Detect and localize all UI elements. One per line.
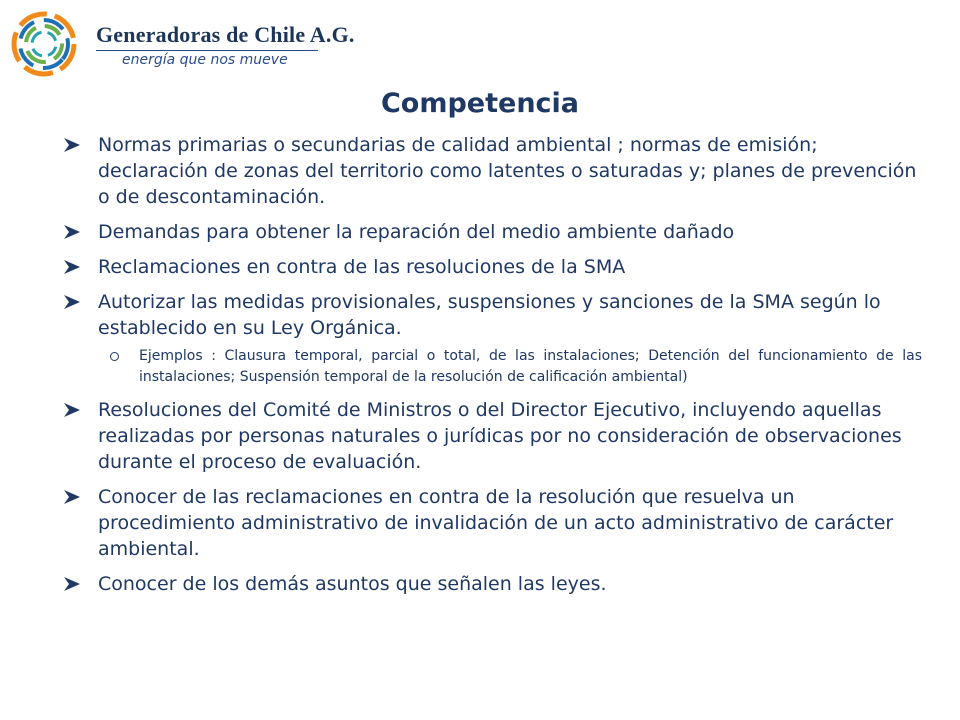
bullet-text: Demandas para obtener la reparación del medio ambiente dañado [98, 221, 735, 243]
bullet-text: Conocer de las reclamaciones en contra de la resolución que resuelva un procedimiento administrativo de invalidación de un acto administrativo de carácter ambiental. [98, 486, 894, 560]
circle-bullet-icon [110, 352, 119, 361]
arrow-bullet-icon [62, 289, 84, 315]
bullet-item [62, 397, 922, 475]
arrow-bullet-icon [62, 219, 84, 245]
bullet-item [62, 132, 922, 210]
bullet-item [62, 254, 922, 280]
arrow-bullet-icon [62, 254, 84, 280]
bullet-text: Normas primarias o secundarias de calidad ambiental ; normas de emisión; declaración de zonas del territorio como latentes o saturadas y; planes de prevención o de descontaminación. [98, 134, 917, 208]
generadoras-logo-icon [6, 6, 82, 82]
arrow-bullet-icon [62, 397, 84, 423]
bullet-item [62, 219, 922, 245]
sub-bullet-item [62, 346, 922, 388]
bullet-item [62, 484, 922, 562]
bullet-text: Reclamaciones en contra de las resoluciones de la SMA [98, 256, 626, 278]
brand-tagline: energía que nos mueve [122, 52, 288, 68]
arrow-bullet-icon [62, 571, 84, 597]
slide-title: Competencia [380, 88, 580, 119]
brand-name: Generadoras de Chile A.G. [96, 22, 355, 47]
bullet-list [62, 132, 922, 606]
bullet-text: Conocer de los demás asuntos que señalen las leyes. [98, 573, 607, 595]
bullet-item [62, 571, 922, 597]
arrow-bullet-icon [62, 132, 84, 158]
arrow-bullet-icon [62, 484, 84, 510]
sub-bullet-text: Ejemplos : Clausura temporal, parcial o total, de las instalaciones; Detención del funcionamiento de las instalaciones; Suspensión temporal de la resolución de calificación ambiental) [139, 348, 922, 385]
bullet-text: Resoluciones del Comité de Ministros o del Director Ejecutivo, incluyendo aquellas realizadas por personas naturales o jurídicas por no consideración de observaciones durante el proceso de evaluación. [98, 399, 902, 473]
bullet-item [62, 289, 922, 341]
header [6, 6, 355, 76]
bullet-text: Autorizar las medidas provisionales, suspensiones y sanciones de la SMA según lo establecido en su Ley Orgánica. [98, 291, 881, 339]
brand-divider [96, 50, 318, 51]
